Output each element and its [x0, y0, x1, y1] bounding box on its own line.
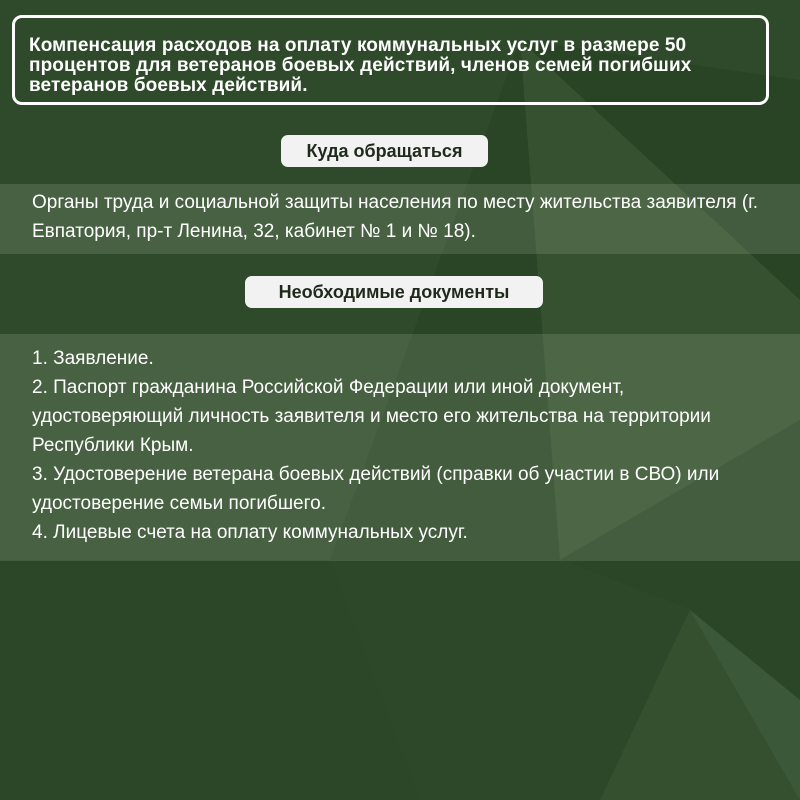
where-text: Органы труда и социальной защиты населения по месту жительства заявителя (г. Евпатория, пр-т Ленина, 32, кабинет № 1 и № 18). — [32, 192, 759, 242]
page-title: Компенсация расходов на оплату коммунальных услуг в размере 50 процентов для ветеранов боевых действий, членов семей погибших ветеранов боевых действий. — [29, 35, 692, 96]
document-item: 4. Лицевые счета на оплату коммунальных услуг. — [32, 522, 468, 543]
documents-band — [0, 334, 800, 561]
document-item: 1. Заявление. — [32, 348, 154, 369]
document-item: 3. Удостоверение ветерана боевых действий (справки об участии в СВО) или удостоверение семьи погибшего. — [32, 464, 720, 514]
documents-heading: Необходимые документы — [245, 276, 543, 308]
documents-list — [32, 344, 770, 547]
where-band — [0, 184, 800, 254]
where-heading: Куда обращаться — [281, 135, 488, 167]
document-item: 2. Паспорт гражданина Российской Федерации или иной документ, удостоверяющий личность заявителя и место его жительства на территории Республики Крым. — [32, 377, 711, 456]
title-box — [12, 15, 769, 105]
